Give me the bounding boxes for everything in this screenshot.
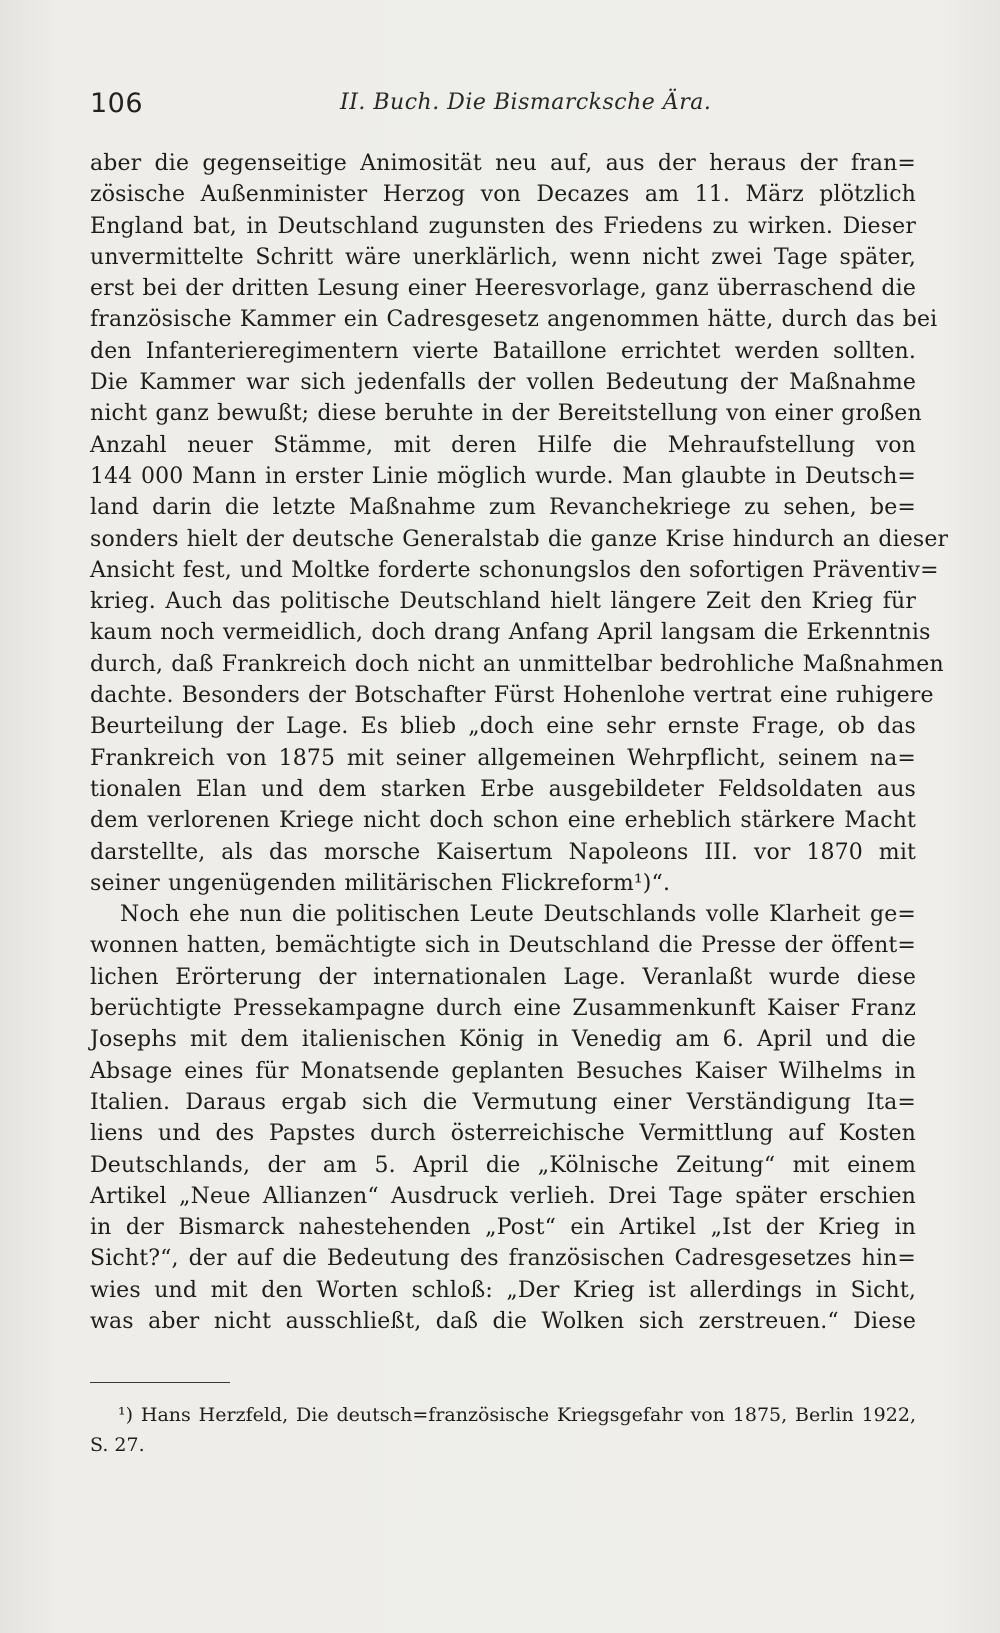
- footnote-line: S. 27.: [90, 1434, 145, 1456]
- text-line: unvermittelte Schritt wäre unerklärlich, wenn nicht zwei Tage später,: [90, 244, 916, 270]
- text-line: Die Kammer war sich jedenfalls der vollen Bedeutung der Maßnahme: [90, 370, 916, 396]
- footnote-line: ¹) Hans Herzfeld, Die deutsch=französische Kriegsgefahr von 1875, Berlin 1922,: [118, 1404, 916, 1426]
- text-line: land darin die letzte Maßnahme zum Revanchekriege zu sehen, be=: [90, 495, 916, 521]
- text-line: den Infanterieregimentern vierte Bataillone errichtet werden sollten.: [90, 338, 916, 364]
- page-header: [90, 88, 916, 128]
- text-line: Italien. Daraus ergab sich die Vermutung einer Verständigung Ita=: [90, 1089, 916, 1115]
- text-line: England bat, in Deutschland zugunsten des Friedens zu wirken. Dieser: [90, 213, 916, 239]
- text-line: wonnen hatten, bemächtigte sich in Deutschland die Presse der öffent=: [90, 933, 916, 959]
- text-line: lichen Erörterung der internationalen Lage. Veranlaßt wurde diese: [90, 964, 916, 990]
- text-line: zösische Außenminister Herzog von Decazes am 11. März plötzlich: [90, 182, 916, 208]
- text-line: aber die gegenseitige Animosität neu auf, aus der heraus der fran=: [90, 151, 916, 176]
- text-line: dachte. Besonders der Botschafter Fürst Hohenlohe vertrat eine ruhigere: [90, 683, 934, 709]
- footnote: [90, 1400, 916, 1460]
- text-line: darstellte, als das morsche Kaisertum Napoleons III. vor 1870 mit: [90, 839, 916, 865]
- page-number: 106: [90, 88, 144, 119]
- text-line: berüchtigte Pressekampagne durch eine Zusammenkunft Kaiser Franz: [90, 996, 916, 1022]
- text-line: Sicht?“, der auf die Bedeutung des französischen Cadresgesetzes hin=: [90, 1246, 916, 1272]
- text-line: wies und mit den Worten schloß: „Der Krieg ist allerdings in Sicht,: [90, 1277, 916, 1303]
- text-line: Deutschlands, der am 5. April die „Kölnische Zeitung“ mit einem: [90, 1152, 916, 1178]
- running-head: II. Buch. Die Bismarcksche Ära.: [340, 90, 712, 115]
- text-line: erst bei der dritten Lesung einer Heeresvorlage, ganz überraschend die: [90, 276, 916, 302]
- text-line: nicht ganz bewußt; diese beruhte in der Bereitstellung von einer großen: [90, 401, 922, 427]
- footnote-divider: [90, 1382, 230, 1383]
- text-line: tionalen Elan und dem starken Erbe ausgebildeter Feldsoldaten aus: [90, 776, 916, 802]
- text-line: Artikel „Neue Allianzen“ Ausdruck verlieh. Drei Tage später erschien: [90, 1183, 916, 1209]
- text-line: dem verlorenen Kriege nicht doch schon eine erheblich stärkere Macht: [90, 808, 916, 834]
- text-line: Absage eines für Monatsende geplanten Besuches Kaiser Wilhelms in: [90, 1058, 916, 1084]
- text-line: Anzahl neuer Stämme, mit deren Hilfe die Mehraufstellung von: [90, 432, 916, 458]
- text-line: in der Bismarck nahestehenden „Post“ ein Artikel „Ist der Krieg in: [90, 1215, 916, 1241]
- text-line: französische Kammer ein Cadresgesetz angenommen hätte, durch das bei: [90, 307, 938, 333]
- text-line: Ansicht fest, und Moltke forderte schonungslos den sofortigen Präventiv=: [90, 557, 939, 583]
- text-line: 144 000 Mann in erster Linie möglich wurde. Man glaubte in Deutsch=: [90, 463, 916, 489]
- text-line: krieg. Auch das politische Deutschland hielt längere Zeit den Krieg für: [90, 589, 916, 615]
- body-text: [90, 148, 949, 1337]
- text-line: sonders hielt der deutsche Generalstab die ganze Krise hindurch an dieser: [90, 526, 949, 552]
- text-line: Beurteilung der Lage. Es blieb „doch eine sehr ernste Frage, ob das: [90, 714, 916, 740]
- text-line: liens und des Papstes durch österreichische Vermittlung auf Kosten: [90, 1121, 916, 1147]
- text-line: seiner ungenügenden militärischen Flickreform¹)“.: [90, 870, 671, 896]
- text-line: durch, daß Frankreich doch nicht an unmittelbar bedrohliche Maßnahmen: [90, 651, 944, 677]
- text-line: Josephs mit dem italienischen König in Venedig am 6. April und die: [90, 1027, 916, 1053]
- text-line: Noch ehe nun die politischen Leute Deutschlands volle Klarheit ge=: [120, 902, 916, 928]
- text-line: kaum noch vermeidlich, doch drang Anfang April langsam die Erkenntnis: [90, 620, 931, 646]
- text-line: Frankreich von 1875 mit seiner allgemeinen Wehrpflicht, seinem na=: [90, 745, 916, 771]
- text-line: was aber nicht ausschließt, daß die Wolken sich zerstreuen.“ Diese: [90, 1308, 916, 1334]
